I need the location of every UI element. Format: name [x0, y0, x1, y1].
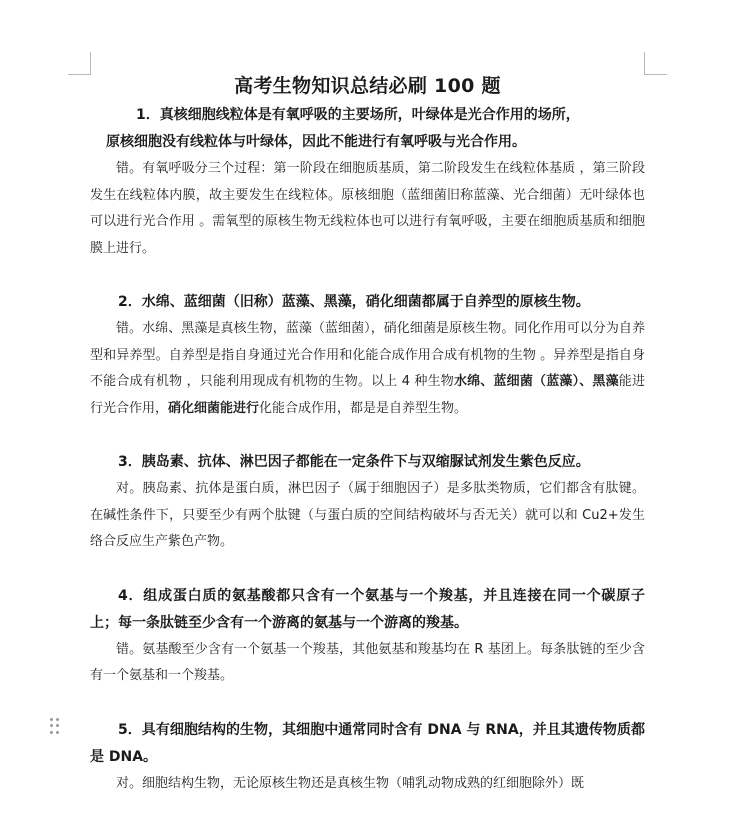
answer-2: [90, 316, 645, 422]
answer-2-part-2: 能进行光合作用，: [90, 374, 645, 416]
document-title: 高考生物知识总结必刷 100 题: [234, 75, 501, 97]
paragraph-spacer: [90, 556, 645, 583]
paragraph-spacer: [90, 422, 645, 449]
answer-5: 对。细胞结构生物，无论原核生物还是真核生物（哺乳动物成熟的红细胞除外）既: [116, 775, 585, 791]
question-1: [90, 102, 645, 156]
answer-2-part-1: 错。水绵、黑藻是真核生物，蓝藻（蓝细菌），硝化细菌是原核生物。同化作用可以分为自养型和异养型。自养型是指自身通过光合作用和化能合成作用合成有机物的生物 。异养型是指自身不能合成有机物 ，只能利用现成有机物的生物。以上 4 种生物: [90, 321, 645, 389]
question-2: 2．水绵、蓝细菌（旧称）蓝藻、黑藻，硝化细菌都属于自养型的原核生物。: [118, 294, 590, 310]
answer-4: 错。氨基酸至少含有一个氨基一个羧基，其他氨基和羧基均在 R 基团上。每条肽链的至少含有一个氨基和一个羧基。: [90, 641, 645, 683]
question-5: 5．具有细胞结构的生物，其细胞中通常同时含有 DNA 与 RNA，并且其遗传物质都是 DNA。: [90, 721, 645, 765]
paragraph-spacer: [90, 690, 645, 717]
drag-handle-icon[interactable]: [50, 718, 60, 734]
page-corner-mark-top-left: [68, 52, 91, 75]
question-1-line-2: 原核细胞没有线粒体与叶绿体，因此不能进行有氧呼吸与光合作用。: [106, 134, 526, 150]
answer-2-part-3: 化能合成作用，都是是自养型生物。: [259, 400, 468, 416]
question-4: 4．组成蛋白质的氨基酸都只含有一个氨基与一个羧基，并且连接在同一个碳原子上；每一条肽链至少含有一个游离的氨基与一个游离的羧基。: [90, 587, 645, 631]
answer-1: 错。有氧呼吸分三个过程：第一阶段在细胞质基质，第二阶段发生在线粒体基质 ，第三阶段发生在线粒体内膜，故主要发生在线粒体。原核细胞（蓝细菌旧称蓝藻、光合细菌）无叶绿体也可以进行光合作用 。需氧型的原核生物无线粒体也可以进行有氧呼吸，主要在细胞质基质和细胞膜上进行。: [90, 161, 645, 256]
answer-2-bold-2: 硝化细菌能进行: [168, 400, 260, 416]
answer-2-bold-1: 水绵、蓝细菌（蓝藻）、黑藻: [453, 374, 619, 389]
paragraph-spacer: [90, 262, 645, 289]
question-1-line-1: 1．真核细胞线粒体是有氧呼吸的主要场所，叶绿体是光合作用的场所，: [136, 107, 580, 123]
document-body[interactable]: [90, 72, 645, 797]
answer-3: 对。胰岛素、抗体是蛋白质，淋巴因子（属于细胞因子）是多肽类物质，它们都含有肽键。在碱性条件下，只要至少有两个肽键（与蛋白质的空间结构破坏与否无关）就可以和 Cu2+发生络合反应生产紫色产物。: [90, 481, 645, 549]
page-corner-mark-top-right: [644, 52, 667, 75]
question-3: 3．胰岛素、抗体、淋巴因子都能在一定条件下与双缩脲试剂发生紫色反应。: [118, 454, 590, 470]
